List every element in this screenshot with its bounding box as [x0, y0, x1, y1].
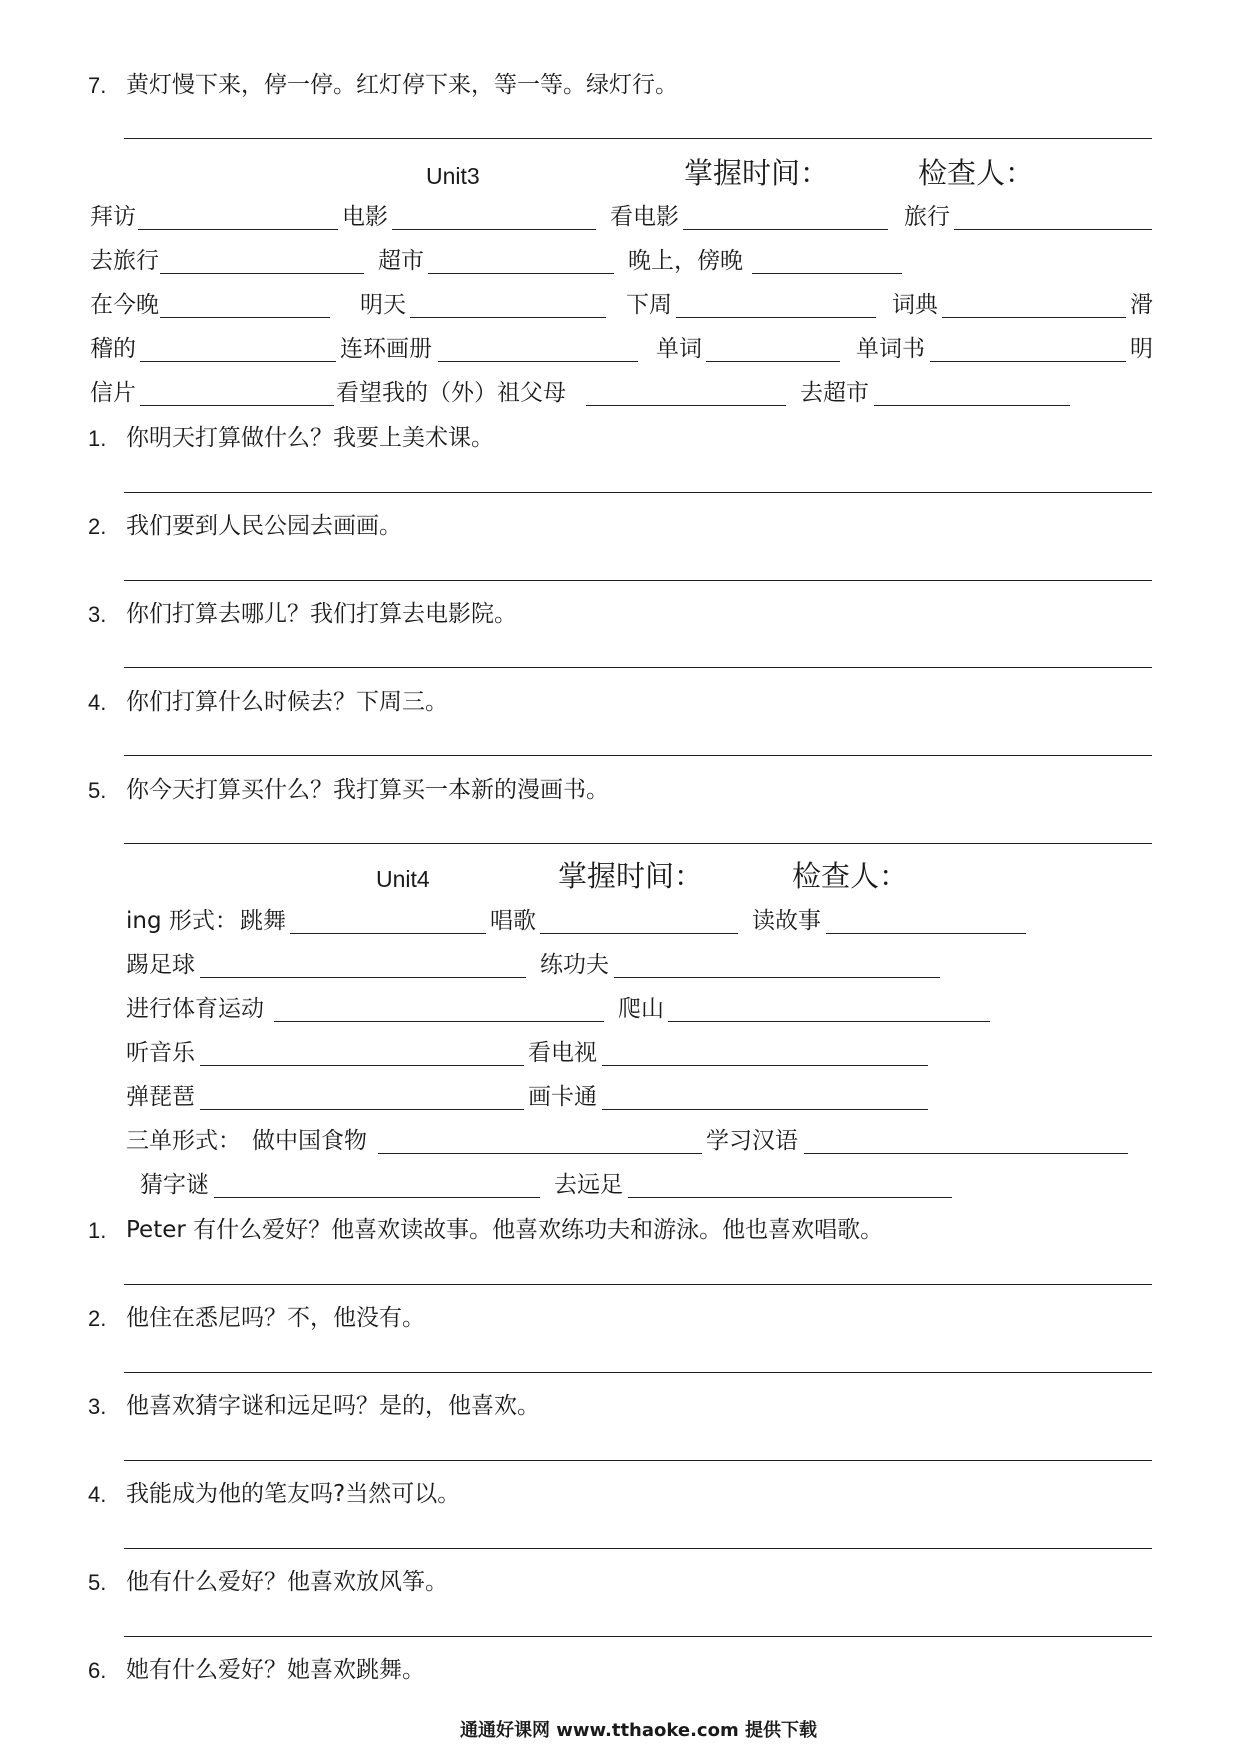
vocab-blank[interactable] [942, 317, 1126, 318]
footer-credit: 通通好课网 www.tthaoke.com 提供下载 [460, 1720, 817, 1741]
vocab-blank[interactable] [676, 317, 876, 318]
vocab-word: 稽的 [90, 336, 136, 362]
item-number: 3. [88, 1394, 107, 1419]
answer-line[interactable] [124, 1548, 1152, 1549]
vocab-word: 明 [1130, 336, 1153, 362]
vocab-blank[interactable] [274, 1021, 604, 1022]
vocab-word: 旅行 [904, 204, 950, 230]
vocab-word: 进行体育运动 [126, 996, 264, 1022]
item-text: 你们打算去哪儿？我们打算去电影院。 [126, 601, 517, 627]
vocab-word: 拜访 [90, 204, 136, 230]
item-number: 5. [88, 1570, 107, 1595]
vocab-blank[interactable] [410, 317, 606, 318]
vocab-word: 练功夫 [540, 952, 609, 978]
vocab-blank[interactable] [160, 317, 330, 318]
vocab-word: 读故事 [752, 908, 821, 934]
ing-form-label: ing 形式： [126, 908, 238, 934]
checker-label: 检查人： [918, 156, 1035, 190]
vocab-blank[interactable] [804, 1153, 1128, 1154]
vocab-blank[interactable] [540, 933, 738, 934]
vocab-word: 去超市 [800, 380, 869, 406]
item-number: 4. [88, 690, 107, 715]
vocab-blank[interactable] [874, 405, 1070, 406]
vocab-word: 在今晚 [90, 292, 159, 318]
item-number: 4. [88, 1482, 107, 1507]
vocab-word: 单词书 [856, 336, 925, 362]
vocab-blank[interactable] [378, 1153, 702, 1154]
item-number: 3. [88, 602, 107, 627]
item-text: 我能成为他的笔友吗?当然可以。 [126, 1481, 461, 1507]
vocab-blank[interactable] [140, 405, 334, 406]
item-number: 1. [88, 1218, 107, 1243]
vocab-blank[interactable] [200, 977, 526, 978]
vocab-blank[interactable] [706, 361, 840, 362]
vocab-word: 去远足 [554, 1172, 623, 1198]
vocab-blank[interactable] [668, 1021, 990, 1022]
item-text: 黄灯慢下来，停一停。红灯停下来，等一等。绿灯行。 [126, 72, 678, 98]
vocab-blank[interactable] [586, 405, 786, 406]
vocab-word: 学习汉语 [706, 1128, 798, 1154]
item-text: 她有什么爱好？她喜欢跳舞。 [126, 1657, 425, 1683]
item-text: 他有什么爱好？他喜欢放风筝。 [126, 1569, 448, 1595]
vocab-word: 信片 [90, 380, 136, 406]
vocab-blank[interactable] [140, 361, 336, 362]
item-text: 你今天打算买什么？我打算买一本新的漫画书。 [126, 777, 609, 803]
vocab-blank[interactable] [428, 273, 614, 274]
vocab-word: 做中国食物 [252, 1128, 367, 1154]
vocab-blank[interactable] [290, 933, 486, 934]
vocab-word: 唱歌 [490, 908, 536, 934]
checker-label: 检查人： [792, 859, 909, 893]
item-number: 6. [88, 1658, 107, 1683]
item-number: 5. [88, 778, 107, 803]
vocab-word: 连环画册 [340, 336, 432, 362]
vocab-blank[interactable] [614, 977, 940, 978]
vocab-word: 电影 [342, 204, 388, 230]
vocab-word: 跳舞 [240, 908, 286, 934]
item-text: 你明天打算做什么？我要上美术课。 [126, 425, 494, 451]
answer-line[interactable] [124, 843, 1152, 844]
vocab-blank[interactable] [138, 229, 338, 230]
vocab-blank[interactable] [826, 933, 1026, 934]
vocab-word: 弹琵琶 [126, 1084, 195, 1110]
vocab-word: 看电视 [528, 1040, 597, 1066]
vocab-blank[interactable] [683, 229, 888, 230]
vocab-word: 看望我的（外）祖父母 [336, 380, 566, 406]
mastery-time-label: 掌握时间： [684, 156, 830, 190]
vocab-word: 听音乐 [126, 1040, 195, 1066]
vocab-word: 画卡通 [528, 1084, 597, 1110]
unit-title: Unit4 [376, 866, 430, 892]
vocab-word: 踢足球 [126, 952, 195, 978]
vocab-word: 单词 [656, 336, 702, 362]
vocab-word: 下周 [626, 292, 672, 318]
item-text: 他喜欢猜字谜和远足吗？是的，他喜欢。 [126, 1393, 540, 1419]
answer-line[interactable] [124, 138, 1152, 139]
item-number: 1. [88, 426, 107, 451]
vocab-blank[interactable] [602, 1109, 928, 1110]
vocab-blank[interactable] [954, 229, 1152, 230]
item-text: 他住在悉尼吗？不，他没有。 [126, 1305, 425, 1331]
item-number: 7. [88, 73, 107, 98]
answer-line[interactable] [124, 1372, 1152, 1373]
item-text: 你们打算什么时候去？下周三。 [126, 689, 448, 715]
vocab-word: 爬山 [618, 996, 664, 1022]
vocab-word: 明天 [360, 292, 406, 318]
mastery-time-label: 掌握时间： [558, 859, 704, 893]
answer-line[interactable] [124, 755, 1152, 756]
vocab-word: 去旅行 [90, 248, 159, 274]
vocab-blank[interactable] [602, 1065, 928, 1066]
unit-title: Unit3 [426, 163, 480, 189]
vocab-blank[interactable] [752, 273, 902, 274]
vocab-word: 晚上，傍晚 [628, 248, 743, 274]
item-number: 2. [88, 514, 107, 539]
vocab-blank[interactable] [160, 273, 364, 274]
answer-line[interactable] [124, 580, 1152, 581]
item-text: Peter 有什么爱好？他喜欢读故事。他喜欢练功夫和游泳。他也喜欢唱歌。 [126, 1217, 884, 1243]
vocab-blank[interactable] [930, 361, 1126, 362]
answer-line[interactable] [124, 492, 1152, 493]
answer-line[interactable] [124, 1636, 1152, 1637]
vocab-blank[interactable] [392, 229, 596, 230]
answer-line[interactable] [124, 1284, 1152, 1285]
vocab-blank[interactable] [200, 1065, 524, 1066]
vocab-blank[interactable] [628, 1197, 952, 1198]
vocab-word: 看电影 [610, 204, 679, 230]
vocab-blank[interactable] [200, 1109, 524, 1110]
third-person-label: 三单形式： [126, 1128, 241, 1154]
vocab-word: 滑 [1130, 292, 1153, 318]
vocab-word: 猜字谜 [140, 1172, 209, 1198]
vocab-word: 词典 [892, 292, 938, 318]
vocab-blank[interactable] [214, 1197, 540, 1198]
item-text: 我们要到人民公园去画画。 [126, 513, 402, 539]
vocab-word: 超市 [378, 248, 424, 274]
answer-line[interactable] [124, 667, 1152, 668]
vocab-blank[interactable] [438, 361, 638, 362]
answer-line[interactable] [124, 1460, 1152, 1461]
item-number: 2. [88, 1306, 107, 1331]
